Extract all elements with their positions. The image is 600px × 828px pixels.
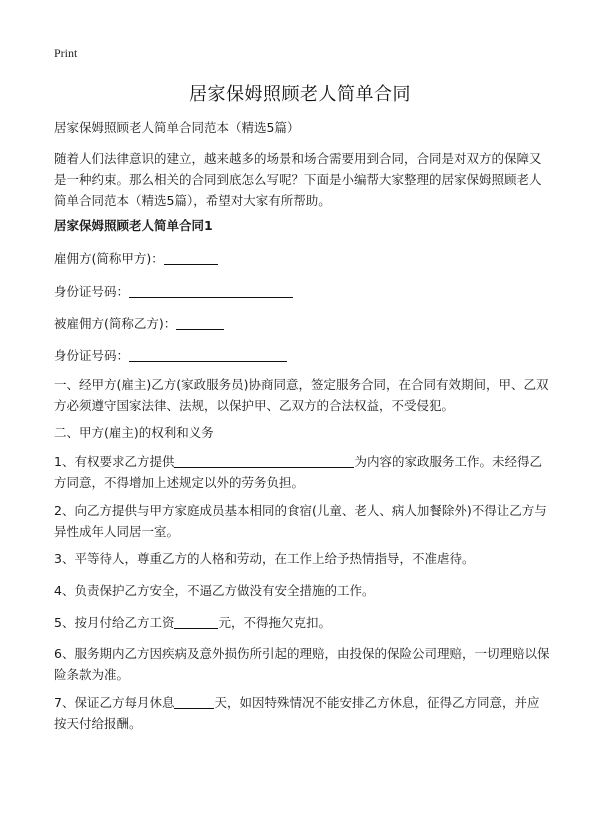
employee-label: 被雇佣方(简称乙方)： [54,316,177,331]
duty-item-7-blank [174,694,214,709]
clause-one: 一、经甲方(雇主)乙方(家政服务员)协商同意，签定服务合同，在合同有效期间，甲、乙双方必须遵守国家法律、法规，以保护甲、乙双方的合法权益，不受侵犯。 [54,377,549,413]
duty-item-6: 6、服务期内乙方因疾病及意外损伤所引起的理赔，由投保的保险公司理赔，一切理赔以保险条款为准。 [54,646,550,682]
id-line-2 [54,345,550,366]
section-heading: 居家保姆照顾老人简单合同1 [54,218,213,233]
id-blank-1 [129,283,293,298]
employer-blank [164,250,218,265]
clause-two: 二、甲方(雇主)的权利和义务 [54,425,214,440]
duty-item-5-post: 元，不得拖欠克扣。 [218,615,331,630]
print-label: Print [54,46,78,60]
id-line-1 [54,281,550,302]
duty-item-7-post: 天，如因特殊情况不能安排乙方休息，征得乙方同意，并应按天付给报酬。 [54,695,540,731]
duty-item-3: 3、平等待人，尊重乙方的人格和劳动，在工作上给予热情指导，不准虐待。 [54,551,475,566]
employer-line [54,248,550,269]
duty-item-1-post: 为内容的家政服务工作。未经得乙方同意，不得增加上述规定以外的劳务负担。 [54,454,542,490]
duty-item-4: 4、负责保护乙方安全，不逼乙方做没有安全措施的工作。 [54,583,375,598]
document-subtitle: 居家保姆照顾老人简单合同范本（精选5篇） [54,120,300,135]
duty-item-1-blank [174,453,354,468]
duty-item-1-pre: 1、有权要求乙方提供 [54,454,175,469]
id-label-1: 身份证号码： [54,284,130,299]
duty-item-7-pre: 7、保证乙方每月休息 [54,695,175,710]
duty-item-5-pre: 5、按月付给乙方工资 [54,615,175,630]
duty-item-5 [54,612,550,633]
document-title: 居家保姆照顾老人简单合同 [189,84,411,105]
duty-item-7 [54,692,550,734]
employer-label: 雇佣方(简称甲方)： [54,251,164,266]
duty-item-1 [54,451,550,493]
id-label-2: 身份证号码： [54,348,130,363]
employee-line [54,313,550,334]
duty-item-5-blank [174,614,218,629]
id-blank-2 [129,347,287,362]
intro-paragraph: 随着人们法律意识的建立，越来越多的场景和场合需要用到合同，合同是对双方的保障又是一种约束。那么相关的合同到底怎么写呢？下面是小编帮大家整理的居家保姆照顾老人简单合同范本（精选5篇），希望对大家有所帮助。 [54,151,542,208]
employee-blank [176,315,224,330]
duty-item-2: 2、向乙方提供与甲方家庭成员基本相同的食宿(儿童、老人、病人加餐除外)不得让乙方与异性成年人同居一室。 [54,503,547,539]
